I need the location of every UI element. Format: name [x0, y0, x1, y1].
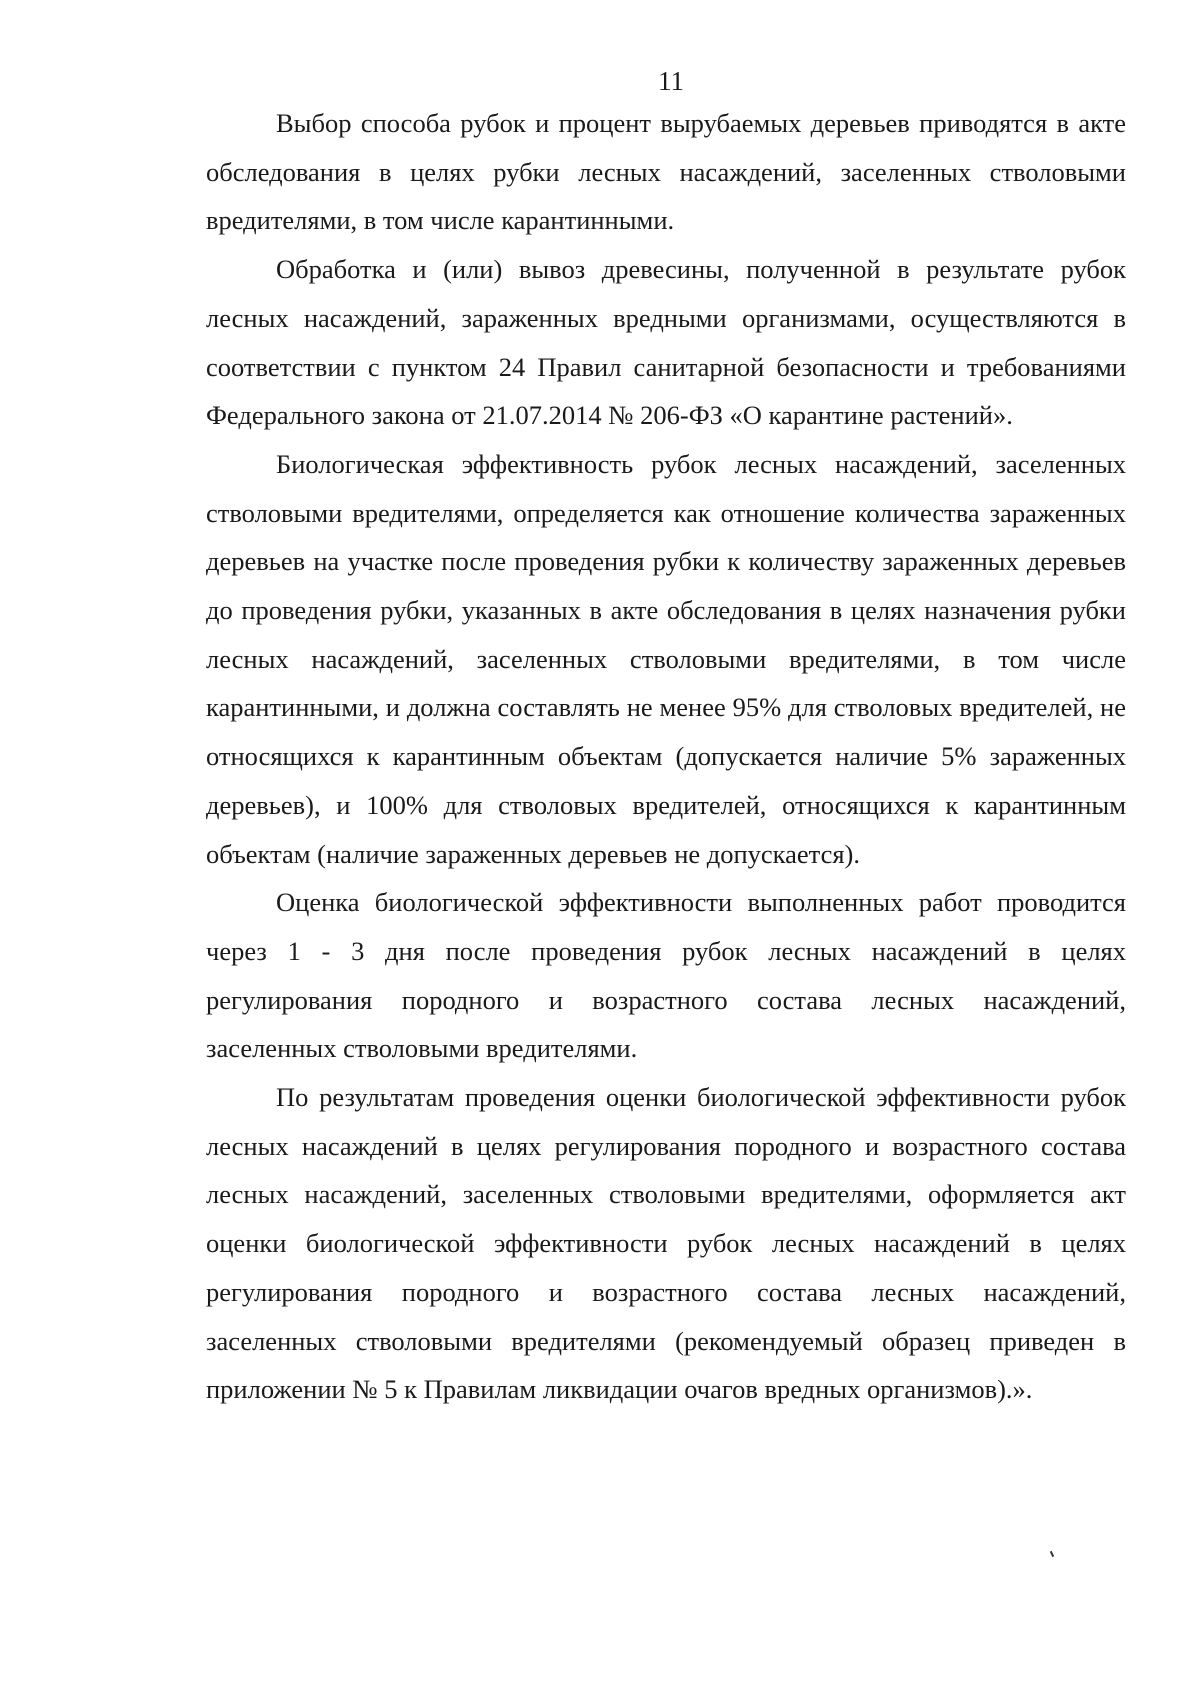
paragraph-5: По результатам проведения оценки биологической эффективности рубок лесных насаждений в целях регулирования породного и возрастного состава лесных насаждений, заселенных стволовыми вредителями, оформляется акт оценки биологической эффективности рубок лесных насаждений в целях регулирования породного и возрастного состава лесных насаждений, заселенных стволовыми вредителями (рекомендуемый образец приведен в приложении № 5 к Правилам ликвидации очагов вредных организмов).». — [206, 1082, 1126, 1405]
paragraph-2: Обработка и (или) вывоз древесины, полученной в результате рубок лесных насаждений, зараженных вредными организмами, осуществляются в соответствии с пунктом 24 Правил санитарной безопасности и требованиями Федерального закона от 21.07.2014 № 206-ФЗ «О карантине растений». — [206, 254, 1126, 431]
document-body — [206, 99, 1126, 1414]
page-number: 11 — [658, 66, 684, 96]
paragraph-3: Биологическая эффективность рубок лесных насаждений, заселенных стволовыми вредителями, определяется как отношение количества зараженных деревьев на участке после проведения рубки к количеству зараженных деревьев до проведения рубки, указанных в акте обследования в целях назначения рубки лесных насаждений, заселенных стволовыми вредителями, в том числе карантинными, и должна составлять не менее 95% для стволовых вредителей, не относящихся к карантинным объектам (допускается наличие 5% зараженных деревьев), и 100% для стволовых вредителей, относящихся к карантинным объектам (наличие зараженных деревьев не допускается). — [206, 448, 1126, 869]
paragraph-4: Оценка биологической эффективности выполненных работ проводится через 1 - 3 дня после проведения рубок лесных насаждений в целях регулирования породного и возрастного состава лесных насаждений, заселенных стволовыми вредителями. — [206, 887, 1126, 1064]
scan-speck — [1050, 1551, 1054, 1557]
paragraph-1: Выбор способа рубок и процент вырубаемых деревьев приводятся в акте обследования в целях рубки лесных насаждений, заселенных стволовыми вредителями, в том числе карантинными. — [206, 108, 1126, 236]
